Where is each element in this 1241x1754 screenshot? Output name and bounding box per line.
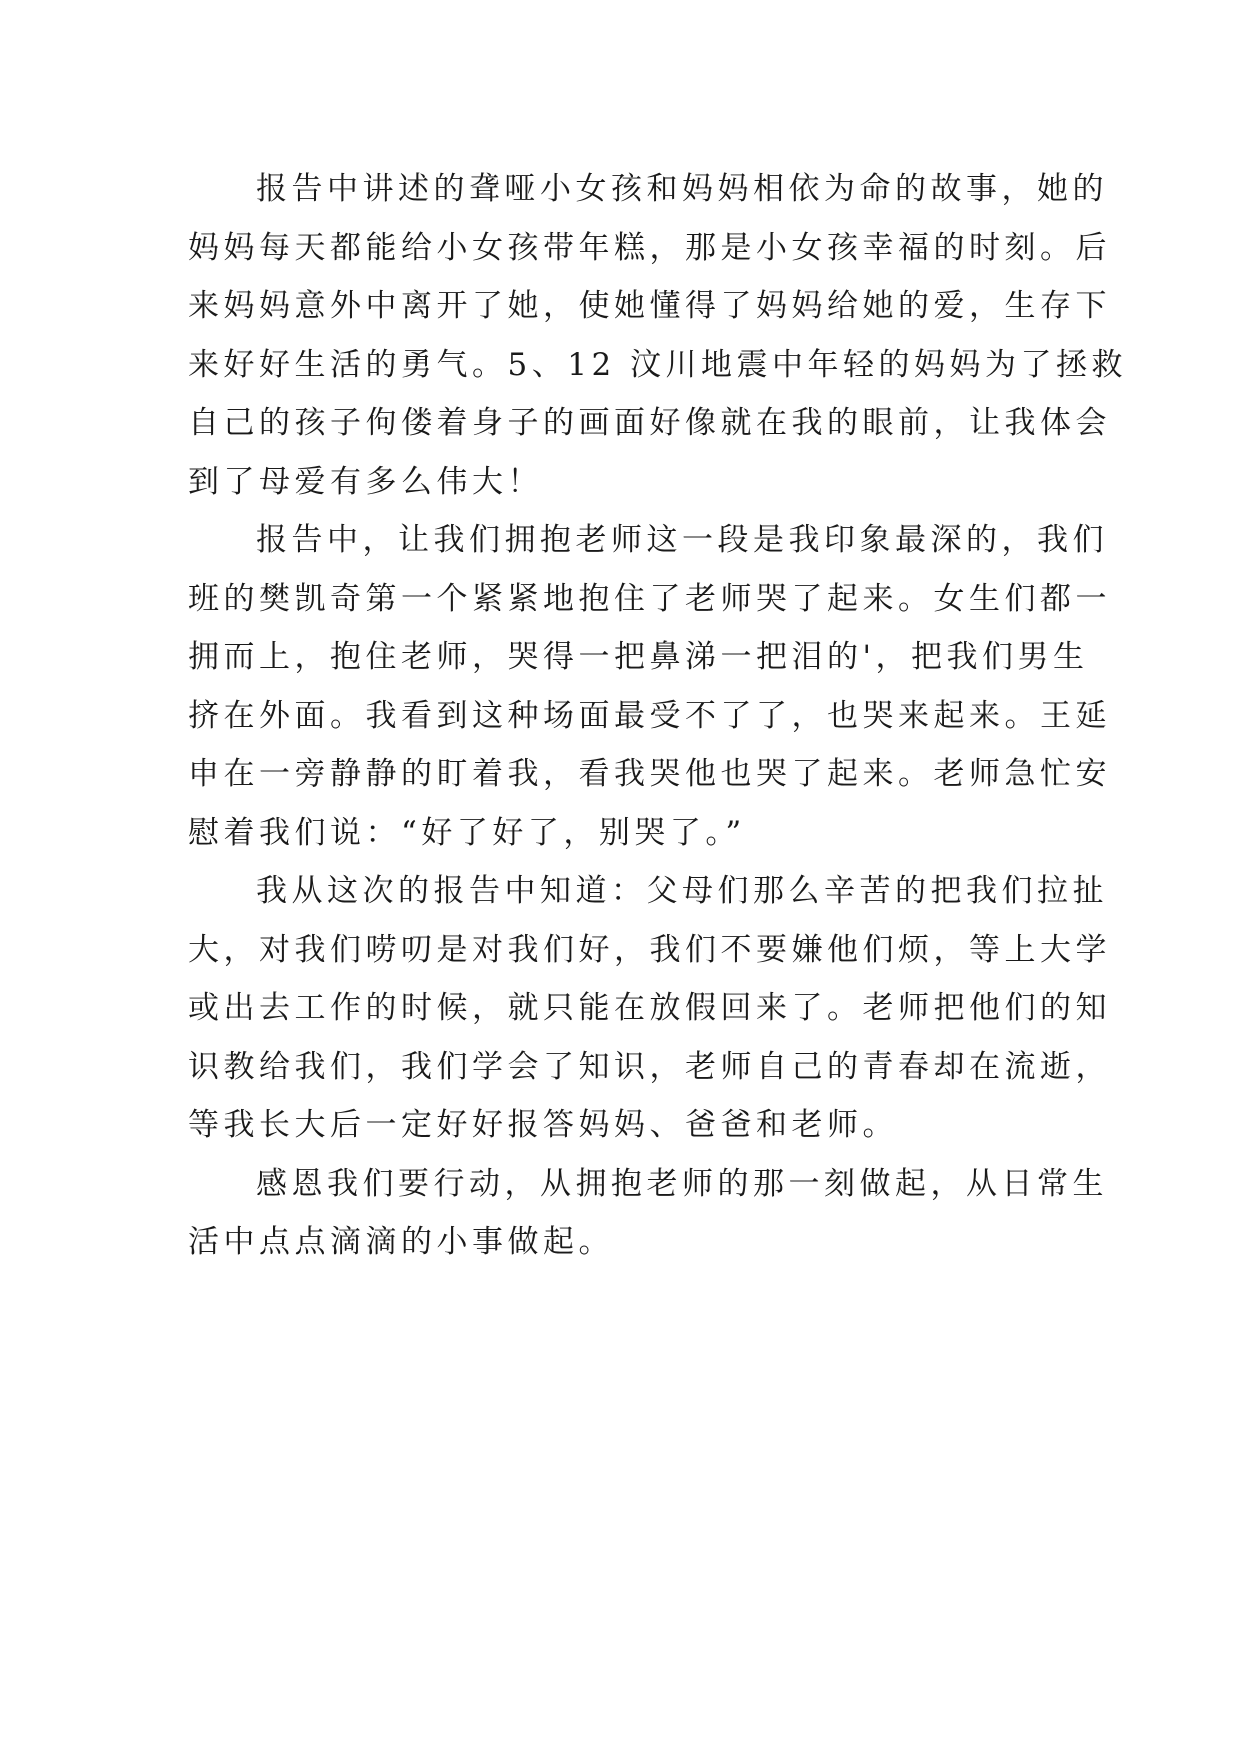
paragraph-line: 自己的孩子佝偻着身子的画面好像就在我的眼前，让我体会	[188, 405, 1111, 441]
paragraph-line: 我从这次的报告中知道：父母们那么辛苦的把我们拉扯	[256, 873, 1108, 909]
paragraph-line: 挤在外面。我看到这种场面最受不了了，也哭来起来。王延	[188, 697, 1111, 734]
paragraph-line: 来好好生活的勇气。5、12 汶川地震中年轻的妈妈为了拯救	[188, 346, 1128, 383]
paragraph-line: 活中点点滴滴的小事做起。	[188, 1224, 614, 1260]
paragraph-4	[188, 1155, 1108, 1272]
paragraph-line: 识教给我们，我们学会了知识，老师自己的青春却在流逝，	[188, 1048, 1111, 1085]
paragraph-1	[188, 160, 1128, 511]
paragraph-2	[188, 511, 1111, 862]
paragraph-line: 来妈妈意外中离开了她，使她懂得了妈妈给她的爱，生存下	[188, 288, 1111, 324]
paragraph-line: 申在一旁静静的盯着我，看我哭他也哭了起来。老师急忙安	[188, 756, 1111, 792]
paragraph-line: 或出去工作的时候，就只能在放假回来了。老师把他们的知	[188, 990, 1111, 1026]
paragraph-line: 等我长大后一定好好报答妈妈、爸爸和老师。	[188, 1107, 898, 1143]
paragraph-line: 班的樊凯奇第一个紧紧地抱住了老师哭了起来。女生们都一	[188, 580, 1111, 617]
paragraph-line: 慰着我们说：“好了好了，别哭了。”	[188, 814, 746, 851]
paragraph-line: 拥而上，抱住老师，哭得一把鼻涕一把泪的'，把我们男生	[188, 639, 1089, 675]
paragraph-line: 报告中讲述的聋哑小女孩和妈妈相依为命的故事，她的	[256, 171, 1108, 207]
paragraph-line: 妈妈每天都能给小女孩带年糕，那是小女孩幸福的时刻。后	[188, 229, 1111, 266]
document-body	[188, 160, 1128, 1272]
paragraph-3	[188, 862, 1111, 1155]
paragraph-line: 到了母爱有多么伟大！	[188, 463, 543, 500]
paragraph-line: 大，对我们唠叨是对我们好，我们不要嫌他们烦，等上大学	[188, 931, 1111, 968]
paragraph-line: 感恩我们要行动，从拥抱老师的那一刻做起，从日常生	[256, 1165, 1108, 1202]
paragraph-line: 报告中，让我们拥抱老师这一段是我印象最深的，我们	[256, 522, 1108, 558]
